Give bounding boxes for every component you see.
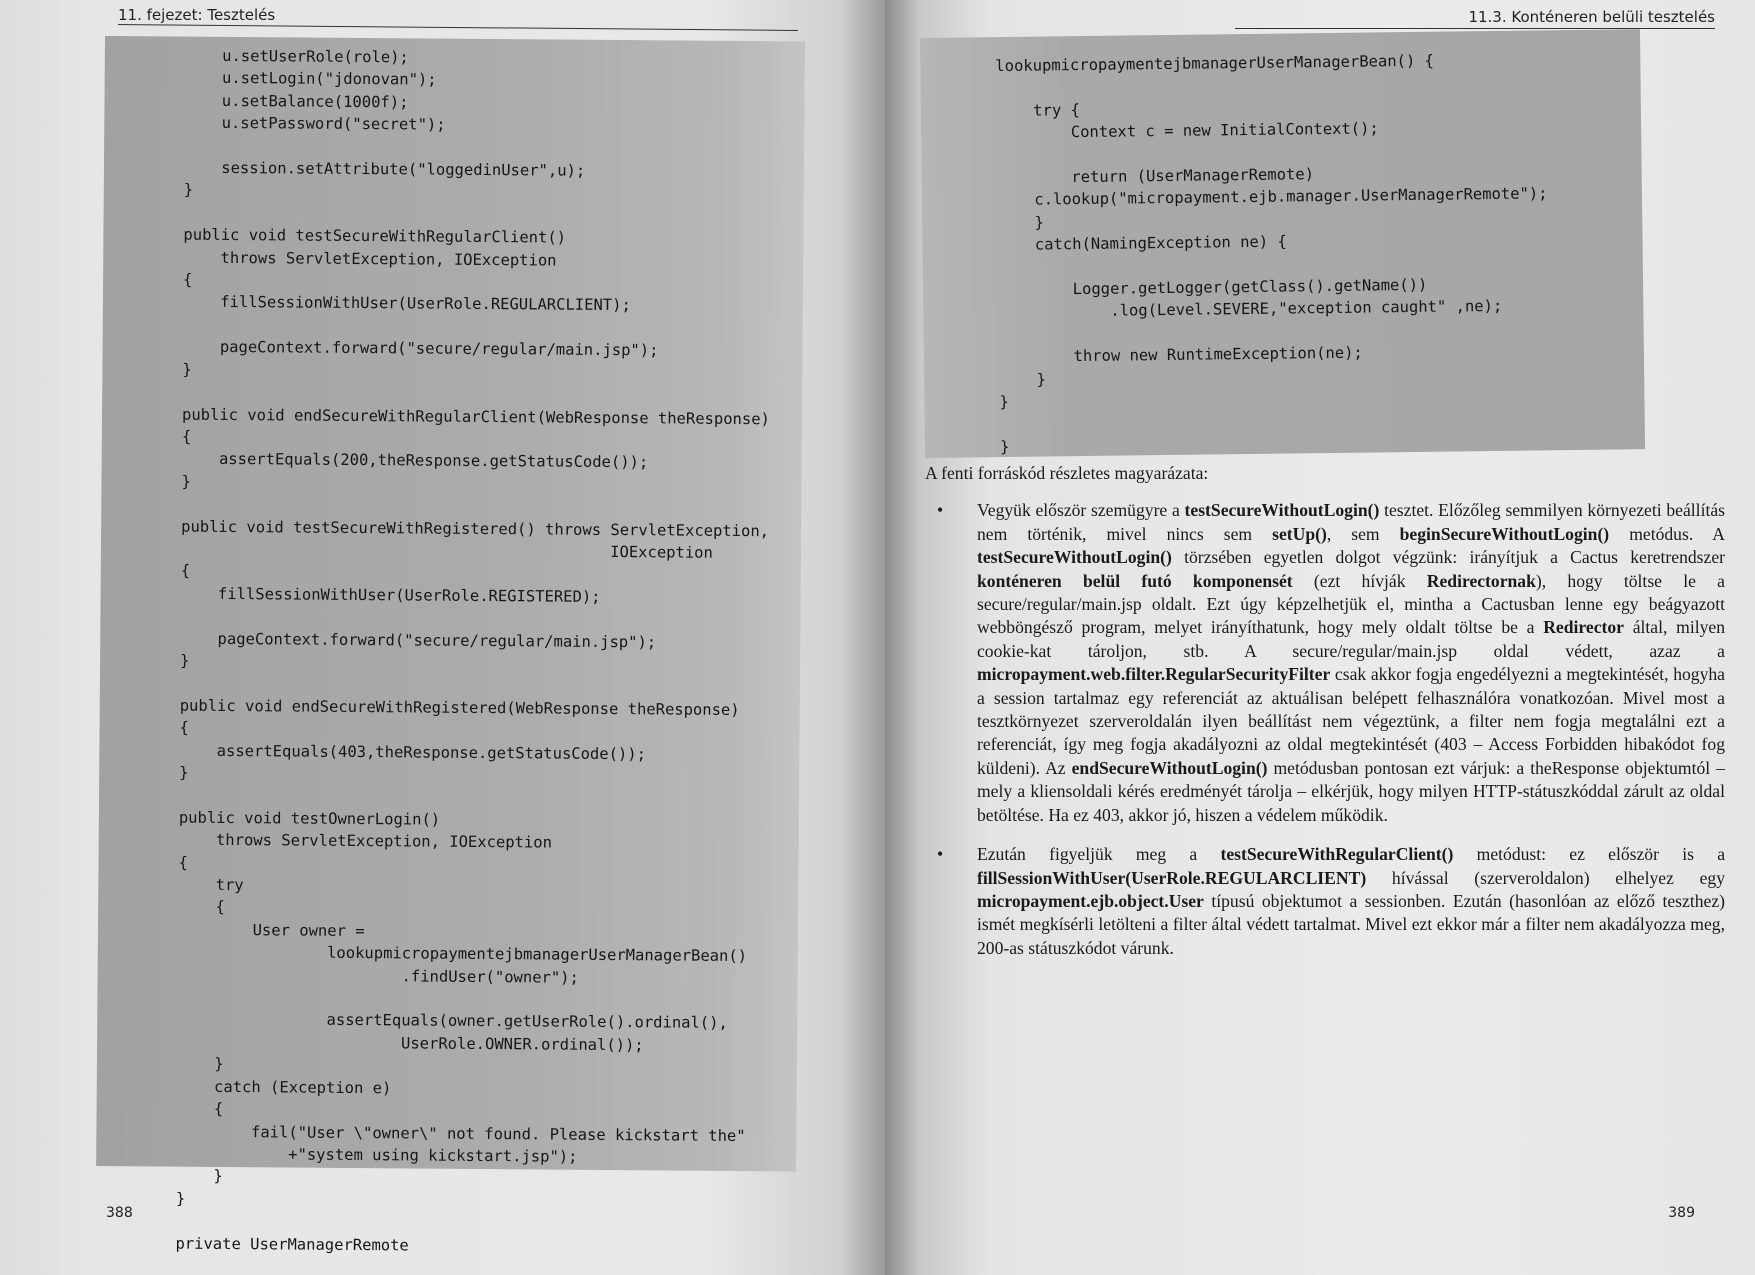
text-run: Vegyük először szemügyre a xyxy=(977,500,1185,521)
code-line: try xyxy=(178,875,244,895)
code-line: u.setPassword("secret"); xyxy=(184,113,446,134)
code-line: return (UserManagerRemote) xyxy=(996,165,1315,188)
header-rule xyxy=(1235,28,1715,29)
code-line: lookupmicropaymentejbmanagerUserManagerBean() { xyxy=(995,51,1435,76)
code-line: { xyxy=(179,718,189,737)
code-line: Context c = new InitialContext(); xyxy=(996,119,1379,143)
bold-term: Redirectornak xyxy=(1426,570,1536,591)
code-line: Logger.getLogger(getClass().getName()) xyxy=(997,275,1428,300)
code-line: +"system using kickstart.jsp"); xyxy=(176,1144,578,1166)
explanation-text xyxy=(925,462,1725,976)
code-line: { xyxy=(178,898,225,917)
code-line: } xyxy=(999,370,1046,389)
code-line: } xyxy=(183,181,194,200)
code-line: } xyxy=(175,1166,223,1186)
code-line: private UserManagerRemote xyxy=(175,1234,409,1254)
code-line: u.setBalance(1000f); xyxy=(184,91,409,112)
code-line: assertEquals(403,theResponse.getStatusCode()); xyxy=(179,741,647,763)
text-run: törzsében egyetlen dolgot végzünk: irányítjuk a Cactus keretrendszer xyxy=(1171,547,1725,568)
code-line: User owner = xyxy=(177,920,365,940)
code-line: } xyxy=(999,437,1010,456)
bullet-marker: • xyxy=(937,844,944,865)
code-line: fillSessionWithUser(UserRole.REGISTERED); xyxy=(180,584,601,606)
code-listing-right xyxy=(920,29,1645,458)
code-line: c.lookup("micropayment.ejb.manager.UserManagerRemote"); xyxy=(996,184,1548,210)
bold-term: konténeren belül futó komponensét xyxy=(977,570,1293,591)
bold-term: testSecureWithRegularClient() xyxy=(1220,844,1454,865)
bold-term: setUp() xyxy=(1272,523,1327,544)
code-line: session.setAttribute("loggedinUser",u); xyxy=(183,158,586,180)
code-line: try { xyxy=(995,100,1080,120)
text-run: tesztet. Előzőleg semmilyen környezeti beállítás nem történik, mivel nincs sem xyxy=(977,500,1726,544)
code-line: } xyxy=(999,393,1009,412)
bullet-list xyxy=(925,499,1725,960)
code-line: public void testOwnerLogin() xyxy=(178,808,441,829)
bullet-marker: • xyxy=(937,500,944,521)
bold-term: endSecureWithoutLogin() xyxy=(1071,757,1268,778)
bullet-item xyxy=(925,499,1725,827)
page-number-left: 388 xyxy=(106,1205,133,1221)
code-line: UserRole.OWNER.ordinal()); xyxy=(177,1032,644,1055)
code-line: } xyxy=(997,213,1045,232)
page-number-right: 389 xyxy=(1668,1205,1695,1221)
bold-term: testSecureWithoutLogin() xyxy=(977,547,1172,568)
code-text xyxy=(920,29,1645,459)
text-run: metódusban pontosan ezt várjuk: a theResponse objektumtól – mely a kliensoldali kérés eredményét tárolja – elkérjük, hogy milyen HTTP-státuszkóddal zárult az oldal betöltése. Ha ez 403, akkor jó, hiszen a védelem működik. xyxy=(977,757,1725,825)
code-line: throw new RuntimeException(ne); xyxy=(998,343,1363,367)
code-line: .findUser("owner"); xyxy=(177,965,579,987)
code-line: assertEquals(owner.getUserRole().ordinal(), xyxy=(177,1010,728,1033)
code-line: u.setLogin("jdonovan"); xyxy=(184,69,437,90)
code-line: } xyxy=(180,651,190,670)
code-line: assertEquals(200,theResponse.getStatusCode()); xyxy=(181,449,649,472)
bold-term: testSecureWithoutLogin() xyxy=(1184,500,1380,521)
code-line: pageContext.forward("secure/regular/main.jsp"); xyxy=(180,629,657,651)
running-head-right: 11.3. Konténeren belüli tesztelés xyxy=(1468,8,1715,26)
code-line: { xyxy=(181,427,192,446)
bullet-item xyxy=(925,843,1725,960)
bold-term: micropayment.web.filter.RegularSecurityFilter xyxy=(977,664,1331,685)
code-line: IOException xyxy=(180,539,713,562)
text-run: metódust: ez először is a xyxy=(1453,844,1725,865)
code-line: } xyxy=(175,1189,186,1208)
code-line: { xyxy=(176,1099,224,1119)
code-line: u.setUserRole(role); xyxy=(184,46,409,67)
code-line: public void testSecureWithRegistered() throws ServletException, xyxy=(181,517,770,540)
bold-term: fillSessionWithUser(UserRole.REGULARCLIENT) xyxy=(977,867,1367,888)
text-run: Ezután figyeljük meg a xyxy=(977,844,1221,865)
code-line: throws ServletException, IOException xyxy=(178,830,553,852)
code-line: fillSessionWithUser(UserRole.REGULARCLIENT); xyxy=(182,293,631,315)
text-run: csak akkor fogja engedélyezni a megtekintését, hogyha a session tartalmaz egy referenciát az aktuálisan belépett felhasználóra vonatkozóan. Mivel most a tesztkörnyezet szerveroldalán ilyen beállítást nem végeztünk, a filter nem fogja megtalálni ezt a referenciát, így meg fogja akadályozni az oldal megtekintését (403 – Access Forbidden hibakódot fog küldeni). Az xyxy=(977,664,1725,778)
text-run: hívással (szerveroldalon) elhelyez egy xyxy=(1366,867,1725,888)
text-run: (ezt hívják xyxy=(1292,570,1427,591)
text-run: , sem xyxy=(1326,523,1400,544)
code-line: } xyxy=(182,360,192,379)
code-line: public void endSecureWithRegistered(WebResponse theResponse) xyxy=(179,696,740,719)
text-run: által, milyen cookie-kat tároljon, stb. A secure/regular/main.jsp oldal védett, azaz a xyxy=(977,617,1726,661)
code-line: lookupmicropaymentejbmanagerUserManagerBean() xyxy=(177,942,748,966)
code-line: { xyxy=(183,270,193,289)
bold-term: micropayment.ejb.object.User xyxy=(977,890,1204,911)
text-run: metódus. A xyxy=(1609,523,1725,544)
bold-term: Redirector xyxy=(1543,617,1624,638)
header-rule xyxy=(118,24,798,31)
code-text xyxy=(95,36,805,1259)
code-line: catch (Exception e) xyxy=(176,1077,392,1097)
code-line: } xyxy=(181,472,191,491)
bold-term: beginSecureWithoutLogin() xyxy=(1399,523,1610,544)
code-line: } xyxy=(179,763,189,782)
text-run: típusú objektumot a sessionben. Ezután (hasonlóan az előző teszthez) ismét megkísérli letölteni a filter által védett tartalmat. Mivel ezt ekkor már a filter nem akadályozza meg, 200-as státuszkódot várunk. xyxy=(977,890,1725,958)
running-head-left: 11. fejezet: Tesztelés xyxy=(118,6,276,24)
code-line: { xyxy=(180,561,191,581)
code-line: throws ServletException, IOException xyxy=(183,248,557,270)
text-run: ), hogy töltse le a secure/regular/main.jsp oldalt. Ezt úgy képzelhetjük el, mintha a Cactusban lenne egy beágyazott webböngésző program, melyet irányíthatunk, hogy mely oldalt töltse be a xyxy=(977,570,1725,638)
code-line: { xyxy=(178,853,188,872)
right-page xyxy=(885,0,1755,1275)
intro-paragraph: A fenti forráskód részletes magyarázata: xyxy=(925,463,1209,483)
code-line: } xyxy=(176,1054,224,1074)
code-line: catch(NamingException ne) { xyxy=(997,232,1287,255)
code-line: fail("User \"owner\" not found. Please kickstart the" xyxy=(176,1122,746,1145)
code-line: public void endSecureWithRegularClient(WebResponse theResponse) xyxy=(181,405,770,428)
code-line: public void testSecureWithRegularClient() xyxy=(183,225,567,247)
code-line: .log(Level.SEVERE,"exception caught" ,ne); xyxy=(998,297,1503,322)
code-line: pageContext.forward("secure/regular/main.jsp"); xyxy=(182,337,659,360)
